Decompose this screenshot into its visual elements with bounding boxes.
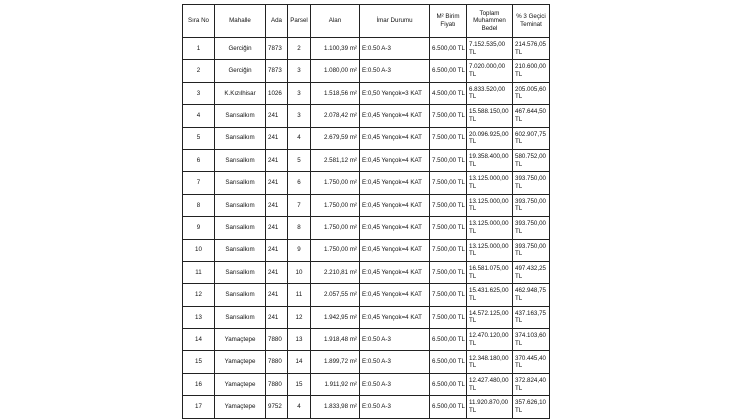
cell-mahalle: Sarısalkım xyxy=(215,105,266,127)
cell-birim-fiyati: 7.500,00 TL xyxy=(430,127,467,149)
table-row xyxy=(183,38,550,60)
table-row xyxy=(183,127,550,149)
cell-toplam-bedel: 12.427.480,00 TL xyxy=(467,373,513,395)
cell-ada: 7873 xyxy=(266,38,288,60)
cell-birim-fiyati: 7.500,00 TL xyxy=(430,239,467,261)
table-body xyxy=(183,38,550,419)
cell-sira-no: 1 xyxy=(183,38,215,60)
cell-parsel: 10 xyxy=(288,261,311,283)
cell-toplam-bedel: 15.588.150,00 TL xyxy=(467,105,513,127)
cell-gecici-teminat: 205.005,60 TL xyxy=(513,82,550,104)
cell-imar-durumu: E:0,45 Yençok=4 KAT xyxy=(360,172,430,194)
cell-parsel: 9 xyxy=(288,239,311,261)
cell-ada: 241 xyxy=(266,172,288,194)
table-row xyxy=(183,351,550,373)
cell-toplam-bedel: 6.833.520,00 TL xyxy=(467,82,513,104)
cell-ada: 241 xyxy=(266,105,288,127)
header-label: Mahalle xyxy=(229,17,251,25)
cell-imar-durumu: E:0,45 Yençok=4 KAT xyxy=(360,105,430,127)
cell-imar-durumu: E:0,45 Yençok=4 KAT xyxy=(360,261,430,283)
cell-parsel: 12 xyxy=(288,306,311,328)
cell-sira-no: 2 xyxy=(183,60,215,82)
cell-ada: 241 xyxy=(266,217,288,239)
cell-birim-fiyati: 6.500,00 TL xyxy=(430,60,467,82)
header-sira-no xyxy=(183,5,215,38)
cell-parsel: 6 xyxy=(288,172,311,194)
cell-toplam-bedel: 19.358.400,00 TL xyxy=(467,149,513,171)
cell-sira-no: 9 xyxy=(183,217,215,239)
cell-ada: 241 xyxy=(266,306,288,328)
cell-ada: 241 xyxy=(266,261,288,283)
cell-mahalle: K.Kızılhisar xyxy=(215,82,266,104)
table-row xyxy=(183,172,550,194)
cell-sira-no: 16 xyxy=(183,373,215,395)
cell-birim-fiyati: 6.500,00 TL xyxy=(430,329,467,351)
header-parsel xyxy=(288,5,311,38)
cell-mahalle: Sarısalkım xyxy=(215,284,266,306)
cell-birim-fiyati: 7.500,00 TL xyxy=(430,194,467,216)
cell-imar-durumu: E:0.50 A-3 xyxy=(360,373,430,395)
cell-mahalle: Sarısalkım xyxy=(215,306,266,328)
cell-parsel: 3 xyxy=(288,60,311,82)
cell-sira-no: 11 xyxy=(183,261,215,283)
table-row xyxy=(183,149,550,171)
cell-toplam-bedel: 15.431.625,00 TL xyxy=(467,284,513,306)
cell-birim-fiyati: 7.500,00 TL xyxy=(430,306,467,328)
cell-sira-no: 14 xyxy=(183,329,215,351)
cell-parsel: 2 xyxy=(288,38,311,60)
cell-mahalle: Sarısalkım xyxy=(215,261,266,283)
cell-gecici-teminat: 602.907,75 TL xyxy=(513,127,550,149)
cell-birim-fiyati: 6.500,00 TL xyxy=(430,373,467,395)
cell-birim-fiyati: 6.500,00 TL xyxy=(430,38,467,60)
cell-gecici-teminat: 210.600,00 TL xyxy=(513,60,550,82)
header-ada xyxy=(266,5,288,38)
table-row xyxy=(183,261,550,283)
cell-gecici-teminat: 437.163,75 TL xyxy=(513,306,550,328)
cell-parsel: 7 xyxy=(288,194,311,216)
cell-parsel: 3 xyxy=(288,82,311,104)
cell-alan: 1.942,95 m² xyxy=(311,306,360,328)
cell-alan: 1.080,00 m² xyxy=(311,60,360,82)
cell-toplam-bedel: 14.572.125,00 TL xyxy=(467,306,513,328)
header-gecici-teminat xyxy=(513,5,550,38)
cell-alan: 1.750,00 m² xyxy=(311,239,360,261)
cell-toplam-bedel: 12.470.120,00 TL xyxy=(467,329,513,351)
cell-birim-fiyati: 7.500,00 TL xyxy=(430,284,467,306)
cell-birim-fiyati: 6.500,00 TL xyxy=(430,351,467,373)
cell-alan: 2.581,12 m² xyxy=(311,149,360,171)
cell-parsel: 4 xyxy=(288,127,311,149)
cell-gecici-teminat: 357.626,10 TL xyxy=(513,396,550,418)
cell-sira-no: 10 xyxy=(183,239,215,261)
cell-imar-durumu: E:0,45 Yençok=4 KAT xyxy=(360,306,430,328)
cell-alan: 1.750,00 m² xyxy=(311,194,360,216)
cell-sira-no: 3 xyxy=(183,82,215,104)
cell-toplam-bedel: 16.581.075,00 TL xyxy=(467,261,513,283)
cell-mahalle: Yamaçtepe xyxy=(215,329,266,351)
cell-gecici-teminat: 372.824,40 TL xyxy=(513,373,550,395)
cell-parsel: 14 xyxy=(288,351,311,373)
header-label: Parsel xyxy=(290,17,308,25)
cell-parsel: 3 xyxy=(288,105,311,127)
cell-parsel: 11 xyxy=(288,284,311,306)
cell-mahalle: Sarısalkım xyxy=(215,194,266,216)
table-row xyxy=(183,105,550,127)
cell-mahalle: Sarısalkım xyxy=(215,172,266,194)
cell-gecici-teminat: 374.103,60 TL xyxy=(513,329,550,351)
cell-alan: 1.100,39 m² xyxy=(311,38,360,60)
cell-ada: 1026 xyxy=(266,82,288,104)
cell-sira-no: 13 xyxy=(183,306,215,328)
cell-toplam-bedel: 13.125.000,00 TL xyxy=(467,172,513,194)
cell-alan: 2.078,42 m² xyxy=(311,105,360,127)
cell-imar-durumu: E:0.50 A-3 xyxy=(360,396,430,418)
cell-toplam-bedel: 7.152.535,00 TL xyxy=(467,38,513,60)
cell-parsel: 15 xyxy=(288,373,311,395)
cell-ada: 9752 xyxy=(266,396,288,418)
cell-parsel: 8 xyxy=(288,217,311,239)
cell-sira-no: 8 xyxy=(183,194,215,216)
cell-gecici-teminat: 393.750,00 TL xyxy=(513,194,550,216)
cell-ada: 241 xyxy=(266,149,288,171)
cell-alan: 2.210,81 m² xyxy=(311,261,360,283)
cell-sira-no: 6 xyxy=(183,149,215,171)
header-label: İmar Durumu xyxy=(376,17,413,25)
table-row xyxy=(183,239,550,261)
cell-birim-fiyati: 7.500,00 TL xyxy=(430,261,467,283)
table-row xyxy=(183,284,550,306)
cell-parsel: 5 xyxy=(288,149,311,171)
cell-imar-durumu: E:0,45 Yençok=4 KAT xyxy=(360,127,430,149)
cell-sira-no: 4 xyxy=(183,105,215,127)
cell-parsel: 13 xyxy=(288,329,311,351)
cell-ada: 7880 xyxy=(266,373,288,395)
table-row xyxy=(183,60,550,82)
cell-gecici-teminat: 580.752,00 TL xyxy=(513,149,550,171)
cell-imar-durumu: E:0.50 A-3 xyxy=(360,60,430,82)
cell-parsel: 4 xyxy=(288,396,311,418)
cell-toplam-bedel: 7.020.000,00 TL xyxy=(467,60,513,82)
table-row xyxy=(183,194,550,216)
cell-gecici-teminat: 462.948,75 TL xyxy=(513,284,550,306)
cell-ada: 241 xyxy=(266,127,288,149)
header-row xyxy=(183,5,550,38)
header-label: Toplam Muhammen Bedel xyxy=(473,9,506,32)
cell-ada: 7880 xyxy=(266,351,288,373)
cell-ada: 241 xyxy=(266,239,288,261)
cell-toplam-bedel: 11.920.870,00 TL xyxy=(467,396,513,418)
cell-ada: 7873 xyxy=(266,60,288,82)
cell-imar-durumu: E:0.50 A-3 xyxy=(360,38,430,60)
cell-birim-fiyati: 7.500,00 TL xyxy=(430,149,467,171)
cell-birim-fiyati: 7.500,00 TL xyxy=(430,217,467,239)
cell-alan: 1.911,92 m² xyxy=(311,373,360,395)
cell-imar-durumu: E:0,50 Yençok=3 KAT xyxy=(360,82,430,104)
header-toplam-bedel xyxy=(467,5,513,38)
cell-mahalle: Yamaçtepe xyxy=(215,351,266,373)
cell-toplam-bedel: 20.096.925,00 TL xyxy=(467,127,513,149)
cell-alan: 1.899,72 m² xyxy=(311,351,360,373)
cell-gecici-teminat: 497.432,25 TL xyxy=(513,261,550,283)
table-row xyxy=(183,373,550,395)
header-mahalle xyxy=(215,5,266,38)
cell-alan: 1.833,98 m² xyxy=(311,396,360,418)
cell-birim-fiyati: 6.500,00 TL xyxy=(430,396,467,418)
cell-mahalle: Sarısalkım xyxy=(215,127,266,149)
cell-toplam-bedel: 13.125.000,00 TL xyxy=(467,194,513,216)
cell-alan: 1.518,56 m² xyxy=(311,82,360,104)
cell-alan: 1.918,48 m² xyxy=(311,329,360,351)
tender-parcel-table xyxy=(182,4,550,419)
header-label: M² Birim Fiyatı xyxy=(436,13,460,28)
cell-alan: 1.750,00 m² xyxy=(311,172,360,194)
cell-gecici-teminat: 393.750,00 TL xyxy=(513,172,550,194)
cell-mahalle: Yamaçtepe xyxy=(215,373,266,395)
table-row xyxy=(183,82,550,104)
cell-mahalle: Yamaçtepe xyxy=(215,396,266,418)
cell-sira-no: 15 xyxy=(183,351,215,373)
cell-alan: 2.679,59 m² xyxy=(311,127,360,149)
cell-mahalle: Gerciğin xyxy=(215,38,266,60)
header-label: Ada xyxy=(270,17,282,25)
cell-alan: 2.057,55 m² xyxy=(311,284,360,306)
cell-toplam-bedel: 13.125.000,00 TL xyxy=(467,239,513,261)
header-imar-durumu xyxy=(360,5,430,38)
cell-imar-durumu: E:0.50 A-3 xyxy=(360,329,430,351)
table-row xyxy=(183,329,550,351)
cell-ada: 241 xyxy=(266,284,288,306)
cell-mahalle: Sarısalkım xyxy=(215,239,266,261)
cell-sira-no: 17 xyxy=(183,396,215,418)
table-header xyxy=(183,5,550,38)
cell-ada: 7880 xyxy=(266,329,288,351)
cell-alan: 1.750,00 m² xyxy=(311,217,360,239)
header-birim-fiyati xyxy=(430,5,467,38)
cell-gecici-teminat: 467.644,50 TL xyxy=(513,105,550,127)
cell-imar-durumu: E:0,45 Yençok=4 KAT xyxy=(360,284,430,306)
cell-mahalle: Sarısalkım xyxy=(215,149,266,171)
cell-gecici-teminat: 393.750,00 TL xyxy=(513,239,550,261)
table-row xyxy=(183,306,550,328)
header-label: Sıra No xyxy=(188,17,209,25)
header-label: Alan xyxy=(328,17,342,25)
cell-imar-durumu: E:0.50 A-3 xyxy=(360,351,430,373)
table-row xyxy=(183,396,550,418)
cell-gecici-teminat: 393.750,00 TL xyxy=(513,217,550,239)
header-alan xyxy=(311,5,360,38)
cell-imar-durumu: E:0,45 Yençok=4 KAT xyxy=(360,239,430,261)
cell-imar-durumu: E:0,45 Yençok=4 KAT xyxy=(360,217,430,239)
cell-ada: 241 xyxy=(266,194,288,216)
cell-birim-fiyati: 7.500,00 TL xyxy=(430,172,467,194)
cell-imar-durumu: E:0,45 Yençok=4 KAT xyxy=(360,149,430,171)
cell-toplam-bedel: 12.348.180,00 TL xyxy=(467,351,513,373)
tender-parcel-table-sheet xyxy=(182,4,549,419)
cell-sira-no: 5 xyxy=(183,127,215,149)
cell-gecici-teminat: 214.576,05 TL xyxy=(513,38,550,60)
cell-birim-fiyati: 4.500,00 TL xyxy=(430,82,467,104)
cell-imar-durumu: E:0,45 Yençok=4 KAT xyxy=(360,194,430,216)
cell-gecici-teminat: 370.445,40 TL xyxy=(513,351,550,373)
cell-mahalle: Sarısalkım xyxy=(215,217,266,239)
cell-sira-no: 7 xyxy=(183,172,215,194)
cell-sira-no: 12 xyxy=(183,284,215,306)
cell-toplam-bedel: 13.125.000,00 TL xyxy=(467,217,513,239)
header-label: % 3 Geçici Teminat xyxy=(516,13,546,28)
cell-birim-fiyati: 7.500,00 TL xyxy=(430,105,467,127)
table-row xyxy=(183,217,550,239)
cell-mahalle: Gerciğin xyxy=(215,60,266,82)
